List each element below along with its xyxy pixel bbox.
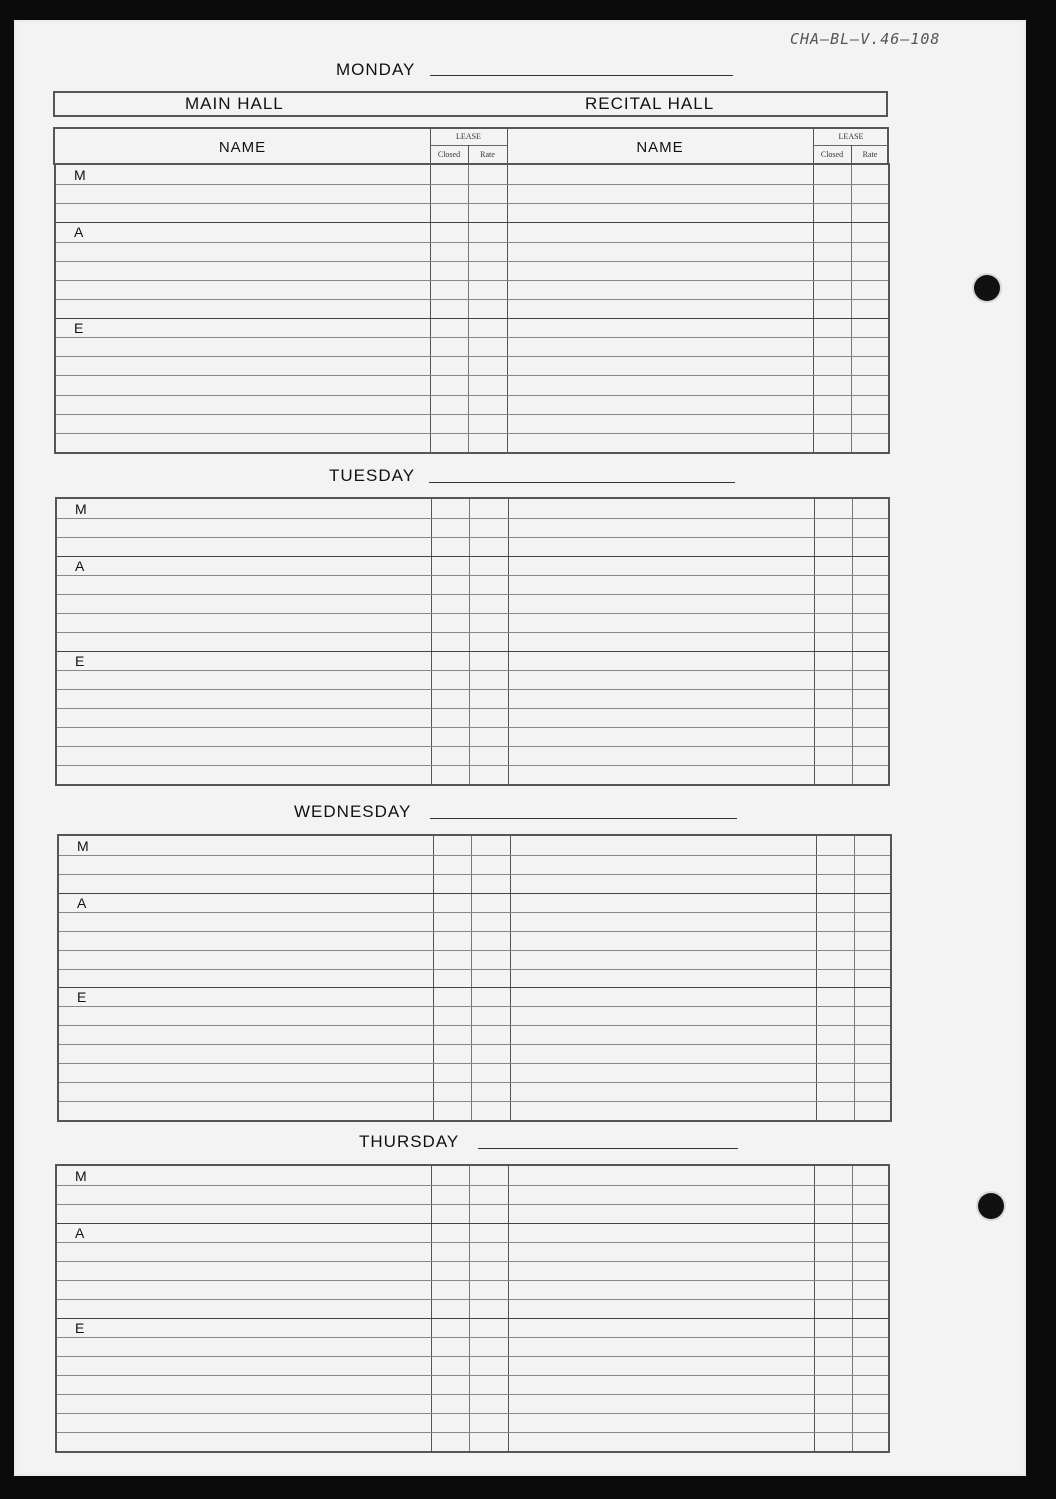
entry-row-line: [59, 1025, 890, 1026]
closed-header-main: Closed: [437, 150, 461, 159]
session-label-a: A: [75, 1225, 85, 1241]
session-label-a: A: [75, 558, 85, 574]
entry-row-line: [56, 280, 888, 281]
column-divider: [508, 499, 509, 784]
column-divider: [469, 499, 470, 784]
column-divider: [430, 165, 431, 452]
entry-row-line: [57, 727, 888, 728]
entry-row-line: [59, 1044, 890, 1045]
column-divider: [468, 165, 469, 452]
entry-row-line: [59, 931, 890, 932]
entry-row-line: [59, 987, 890, 988]
closed-header-recital: Closed: [820, 150, 844, 159]
entry-row-line: [56, 356, 888, 357]
session-label-a: A: [77, 894, 87, 911]
entry-row-line: [57, 1204, 888, 1205]
monday-table: [54, 163, 890, 454]
column-divider: [469, 1166, 470, 1451]
entry-row-line: [59, 1101, 890, 1102]
entry-row-line: [56, 242, 888, 243]
entry-row-line: [56, 433, 888, 434]
column-divider: [852, 1166, 853, 1451]
entry-row-line: [56, 222, 888, 223]
day-label-tuesday: TUESDAY: [329, 466, 416, 485]
column-divider: [507, 165, 508, 452]
day-label-monday: MONDAY: [336, 60, 416, 79]
wednesday-table: [57, 834, 892, 1122]
column-divider: [854, 836, 855, 1120]
entry-row-line: [59, 874, 890, 875]
main-hall-label: MAIN HALL: [185, 94, 284, 113]
entry-row-line: [56, 184, 888, 185]
punch-hole-bottom: [978, 1193, 1004, 1219]
entry-row-line: [57, 765, 888, 766]
column-divider: [814, 499, 815, 784]
day-label-thursday: THURSDAY: [359, 1132, 460, 1151]
tuesday-table: [55, 497, 890, 786]
column-divider: [431, 1166, 432, 1451]
thursday-table: [55, 1164, 890, 1453]
entry-row-line: [56, 395, 888, 396]
entry-row-line: [57, 651, 888, 652]
entry-row-line: [57, 670, 888, 671]
rate-header-main: Rate: [480, 150, 495, 159]
column-divider: [816, 836, 817, 1120]
lease-header-main: LEASE: [456, 132, 481, 141]
column-divider: [852, 499, 853, 784]
entry-row-line: [59, 1006, 890, 1007]
entry-row-line: [56, 414, 888, 415]
entry-row-line: [57, 613, 888, 614]
entry-row-line: [56, 375, 888, 376]
column-divider: [471, 836, 472, 1120]
entry-row-line: [57, 594, 888, 595]
session-label-m: M: [75, 1168, 87, 1184]
entry-row-line: [57, 746, 888, 747]
entry-row-line: [56, 203, 888, 204]
entry-row-line: [59, 1063, 890, 1064]
entry-row-line: [56, 299, 888, 300]
name-header-main: NAME: [218, 139, 267, 156]
date-line-wednesday[interactable]: [430, 818, 737, 819]
recital-hall-label: RECITAL HALL: [585, 94, 715, 113]
date-line-thursday[interactable]: [478, 1148, 738, 1149]
session-label-m: M: [77, 838, 89, 854]
entry-row-line: [59, 950, 890, 951]
entry-row-line: [57, 1223, 888, 1224]
entry-row-line: [57, 1432, 888, 1433]
column-divider: [510, 836, 511, 1120]
entry-row-line: [56, 261, 888, 262]
entry-row-line: [57, 1280, 888, 1281]
lease-header-recital: LEASE: [838, 132, 864, 141]
entry-row-line: [57, 575, 888, 576]
session-label-e: E: [75, 1320, 85, 1336]
punch-hole-top: [974, 275, 1000, 301]
entry-row-line: [57, 1394, 888, 1395]
entry-row-line: [57, 632, 888, 633]
entry-row-line: [56, 318, 888, 319]
entry-row-line: [57, 556, 888, 557]
entry-row-line: [57, 1261, 888, 1262]
entry-row-line: [57, 1185, 888, 1186]
archive-code: CHA—BL—V.46—108: [790, 30, 941, 48]
entry-row-line: [57, 518, 888, 519]
entry-row-line: [59, 969, 890, 970]
date-line-monday[interactable]: [430, 75, 733, 76]
entry-row-line: [57, 1356, 888, 1357]
column-header: [53, 127, 889, 165]
column-divider: [431, 499, 432, 784]
column-divider: [813, 165, 814, 452]
entry-row-line: [57, 1375, 888, 1376]
column-divider: [814, 1166, 815, 1451]
entry-row-line: [57, 1299, 888, 1300]
entry-row-line: [59, 1082, 890, 1083]
entry-row-line: [59, 912, 890, 913]
column-divider: [433, 836, 434, 1120]
entry-row-line: [56, 337, 888, 338]
entry-row-line: [57, 708, 888, 709]
entry-row-line: [57, 1242, 888, 1243]
entry-row-line: [57, 1413, 888, 1414]
name-header-recital: NAME: [636, 139, 684, 156]
entry-row-line: [57, 1337, 888, 1338]
entry-row-line: [59, 893, 890, 894]
session-label-m: M: [75, 501, 87, 517]
session-label-a: A: [74, 224, 84, 241]
session-label-m: M: [74, 167, 86, 183]
rate-header-recital: Rate: [862, 150, 878, 159]
column-divider: [851, 165, 852, 452]
date-line-tuesday[interactable]: [429, 482, 735, 483]
entry-row-line: [57, 1318, 888, 1319]
entry-row-line: [59, 855, 890, 856]
day-label-wednesday: WEDNESDAY: [294, 802, 412, 821]
entry-row-line: [57, 689, 888, 690]
hall-header-bar: [53, 91, 888, 117]
column-divider: [508, 1166, 509, 1451]
session-label-e: E: [77, 989, 87, 1006]
entry-row-line: [57, 537, 888, 538]
session-label-e: E: [74, 320, 84, 337]
session-label-e: E: [75, 653, 85, 669]
